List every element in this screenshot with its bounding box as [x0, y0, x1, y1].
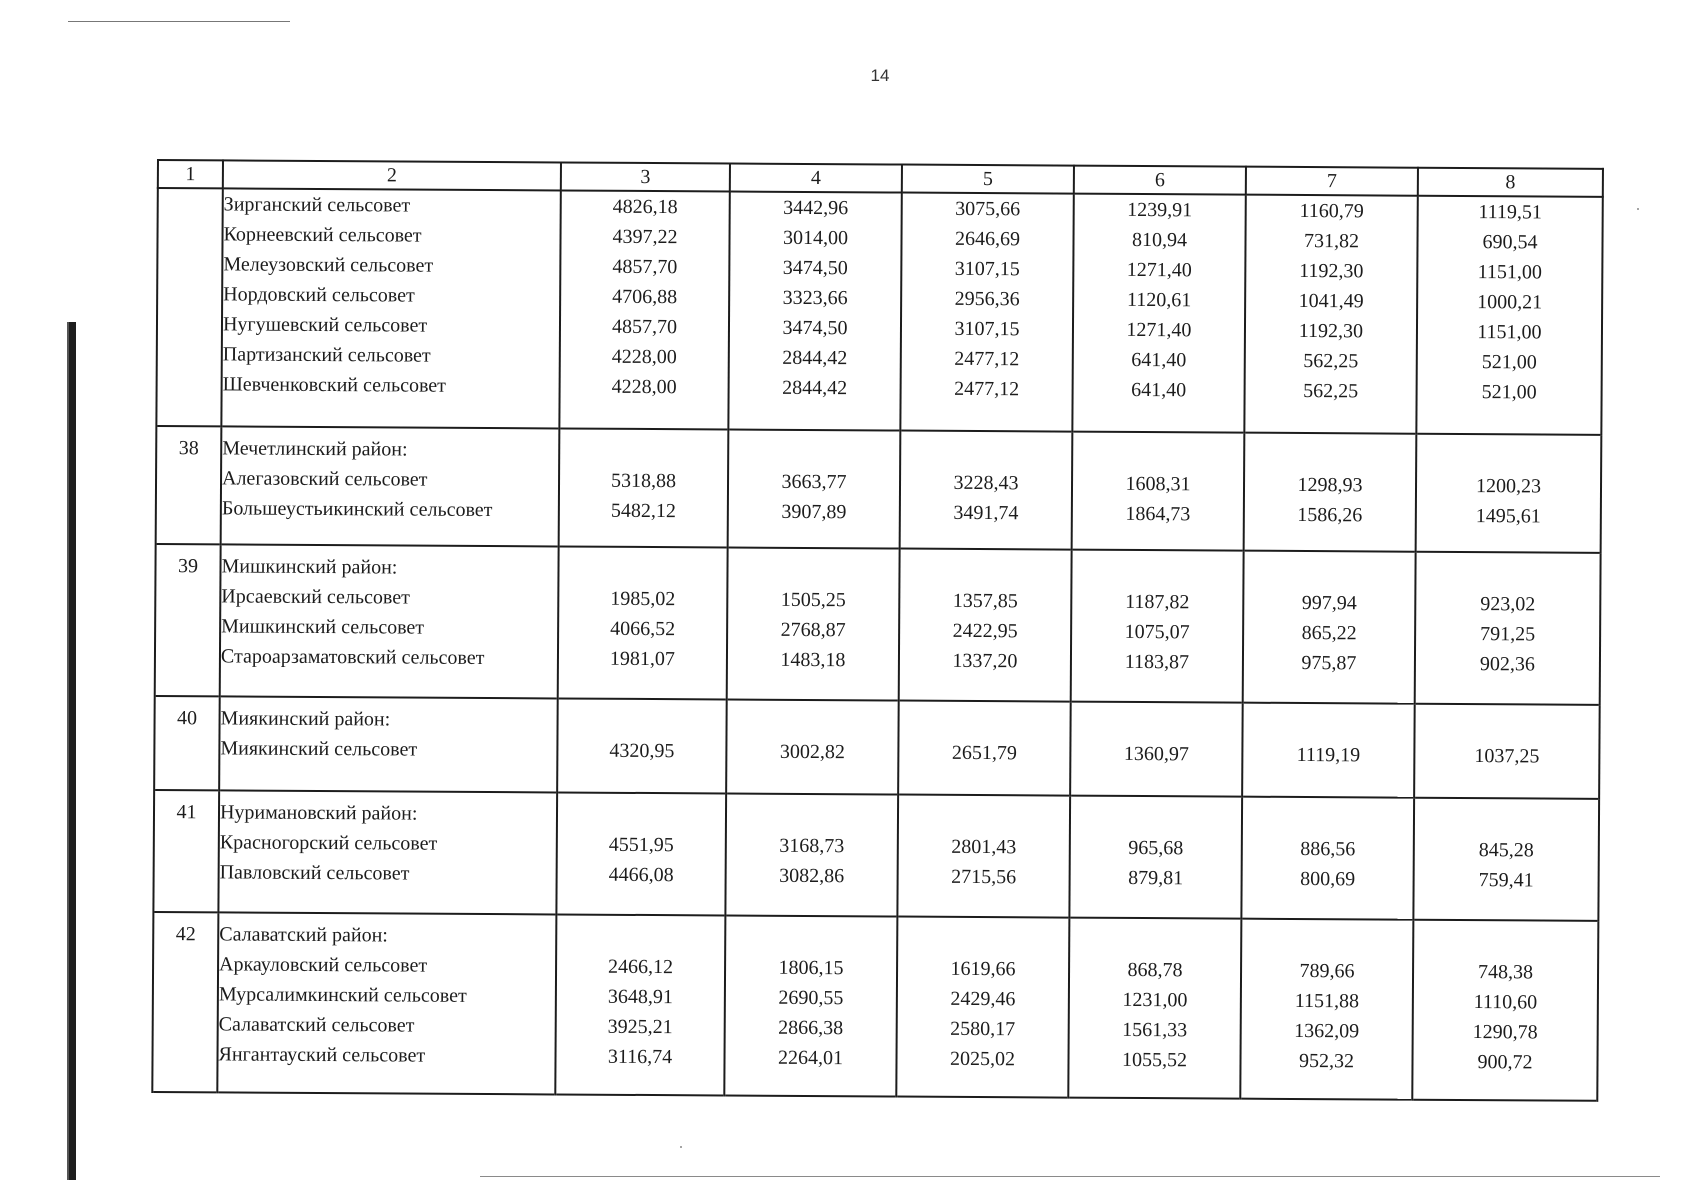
value: 810,94: [1131, 228, 1188, 252]
blank-line: [1244, 558, 1414, 589]
value: 2422,95: [952, 619, 1018, 643]
value-cell-col-3: [555, 914, 725, 1095]
district-number: 39: [177, 555, 199, 578]
data-table: [151, 159, 1604, 1102]
sovet-name: Партизанский сельсовет: [222, 343, 431, 367]
district-number: 38: [178, 437, 199, 460]
table-row: [155, 544, 1601, 705]
column-header: 8: [1418, 168, 1603, 197]
value: 865,22: [1301, 622, 1357, 645]
value: 1483,18: [780, 648, 846, 672]
value-cell-col-8: [1413, 798, 1599, 921]
value-cell-col-8: [1416, 434, 1602, 553]
value: 4706,88: [612, 285, 678, 309]
value-cell-col-6: [1072, 432, 1245, 551]
value-cell-col-3: [558, 546, 728, 699]
blank-line: [899, 802, 1069, 833]
value: 1495,61: [1475, 505, 1541, 528]
value: 1357,85: [952, 589, 1018, 613]
district-number-cell: [156, 426, 222, 544]
value: 3002,82: [779, 740, 845, 764]
district-title: Мечетлинский район:: [222, 437, 408, 461]
value: 1037,25: [1474, 745, 1540, 768]
value: 952,32: [1298, 1049, 1355, 1073]
sovet-name: Зирганский сельсовет: [223, 193, 411, 217]
value: 2866,38: [778, 1016, 844, 1040]
value: 690,54: [1482, 231, 1538, 254]
value: 1271,40: [1126, 258, 1192, 282]
value: 4228,00: [611, 345, 677, 369]
scan-speck: [680, 1146, 682, 1148]
value: 1192,30: [1298, 319, 1364, 343]
value: 521,00: [1481, 351, 1537, 374]
value: 1271,40: [1126, 318, 1192, 342]
value-cell-col-3: [559, 428, 729, 547]
value: 2477,12: [954, 377, 1020, 401]
value: 4857,70: [611, 315, 678, 339]
value: 3491,74: [953, 501, 1019, 525]
blank-line: [1415, 711, 1598, 742]
table-group: [154, 696, 1600, 799]
value: 4066,52: [610, 617, 676, 641]
value: 2466,12: [608, 955, 674, 979]
value: 1041,49: [1298, 289, 1364, 313]
value: 1000,21: [1477, 291, 1543, 314]
table-row: [156, 188, 1602, 435]
sovet-name: Мишкинский сельсовет: [221, 615, 425, 639]
district-number-cell: [156, 188, 222, 426]
name-cell: [220, 544, 559, 698]
column-header: 1: [158, 160, 223, 188]
value-cell-col-5: [900, 193, 1073, 432]
column-header: 7: [1246, 167, 1418, 196]
value: 2264,01: [777, 1046, 844, 1070]
value: 4857,70: [612, 255, 678, 279]
value: 2646,69: [954, 227, 1021, 251]
district-number: 41: [176, 801, 197, 824]
sovet-name: Большеустьикинский сельсовет: [221, 497, 493, 522]
top-rule: [68, 21, 290, 22]
value: 2768,87: [780, 618, 846, 642]
column-header: 6: [1074, 166, 1246, 195]
value: 3323,66: [782, 286, 848, 310]
value: 1619,66: [950, 957, 1016, 981]
blank-line: [728, 554, 898, 585]
value: 521,00: [1481, 381, 1537, 404]
value: 3474,50: [782, 316, 848, 340]
sovet-name: Нугушевский сельсовет: [222, 313, 428, 337]
district-number-cell: [154, 696, 220, 790]
value: 902,36: [1479, 653, 1536, 676]
value: 3474,50: [782, 256, 848, 280]
value: 1290,78: [1472, 1021, 1538, 1044]
blank-line: [1073, 439, 1243, 470]
value: 2429,46: [950, 987, 1016, 1011]
value: 4466,08: [608, 863, 674, 887]
value-cell-col-4: [728, 429, 901, 548]
blank-line: [1242, 926, 1412, 957]
value: 1151,88: [1294, 989, 1360, 1013]
value: 3168,73: [779, 834, 845, 858]
blank-line: [1071, 709, 1241, 740]
table-group: [156, 426, 1602, 553]
sovet-name: Нордовский сельсовет: [223, 283, 415, 307]
table-row: [154, 696, 1600, 799]
blank-line: [727, 706, 897, 737]
value: 1160,79: [1299, 199, 1364, 223]
value: 845,28: [1478, 839, 1534, 862]
value: 3663,77: [781, 470, 847, 494]
value: 1608,31: [1125, 472, 1191, 496]
value: 759,41: [1478, 869, 1534, 892]
value-cell-col-7: [1241, 797, 1414, 920]
blank-line: [898, 924, 1068, 955]
value: 562,25: [1303, 350, 1359, 373]
value-cell-col-6: [1070, 702, 1243, 797]
blank-line: [1072, 557, 1242, 588]
value: 975,87: [1301, 652, 1357, 675]
value: 1119,51: [1478, 201, 1543, 224]
district-title: Салаватский район:: [219, 923, 388, 947]
value: 1187,82: [1125, 590, 1190, 614]
value: 3107,15: [954, 257, 1020, 281]
blank-line: [558, 705, 725, 736]
value-cell-col-8: [1415, 552, 1601, 705]
value: 1337,20: [952, 649, 1018, 673]
value: 2715,56: [951, 865, 1017, 889]
name-cell: [221, 426, 560, 546]
value: 1298,93: [1297, 473, 1363, 497]
blank-line: [1417, 441, 1600, 472]
value: 1110,60: [1473, 991, 1538, 1014]
value: 1200,23: [1475, 475, 1542, 498]
value-cell-col-7: [1243, 551, 1416, 704]
value: 4228,00: [611, 375, 677, 399]
value: 641,40: [1131, 378, 1187, 402]
value: 868,78: [1127, 958, 1183, 982]
value: 2580,17: [950, 1017, 1016, 1041]
value: 1055,52: [1121, 1048, 1188, 1072]
sovet-name: Ирсаевский сельсовет: [221, 585, 410, 609]
binding-edge-inner: [67, 322, 69, 1180]
sovet-name: Мурсалимкинский сельсовет: [218, 983, 467, 1007]
value-cell-col-4: [728, 191, 901, 430]
value: 2477,12: [954, 347, 1020, 371]
table-row: [153, 790, 1599, 921]
blank-line: [1071, 803, 1241, 834]
sovet-name: Аркауловский сельсовет: [219, 953, 428, 977]
value-cell-col-3: [556, 792, 726, 915]
blank-line: [1415, 805, 1598, 836]
blank-line: [727, 800, 897, 831]
value: 3228,43: [953, 471, 1019, 495]
value: 1183,87: [1124, 650, 1190, 674]
value: 789,66: [1299, 959, 1355, 983]
value: 1120,61: [1126, 288, 1192, 312]
value-cell-col-6: [1069, 796, 1242, 919]
value: 1864,73: [1125, 502, 1191, 526]
sovet-name: Корнеевский сельсовет: [223, 223, 422, 247]
value: 1981,07: [609, 647, 676, 671]
value-cell-col-6: [1072, 194, 1245, 433]
value-cell-col-5: [897, 795, 1070, 918]
value: 1561,33: [1122, 1018, 1188, 1042]
blank-line: [1414, 927, 1597, 958]
value: 3648,91: [607, 985, 673, 1009]
value: 1362,09: [1294, 1019, 1360, 1043]
value-cell-col-4: [725, 793, 898, 916]
table-group: [152, 912, 1598, 1101]
value-cell-col-7: [1244, 195, 1417, 434]
value-cell-col-6: [1068, 918, 1241, 1099]
sovet-name: Миякинский сельсовет: [220, 737, 418, 761]
value: 1075,07: [1124, 620, 1190, 644]
value: 900,72: [1477, 1051, 1533, 1074]
value: 3116,74: [607, 1045, 673, 1069]
value: 4551,95: [608, 833, 674, 857]
blank-line: [729, 437, 899, 468]
value-cell-col-8: [1416, 196, 1602, 435]
value: 5318,88: [610, 469, 677, 493]
blank-line: [900, 556, 1070, 587]
value-cell-col-4: [726, 699, 899, 794]
value: 4397,22: [612, 225, 678, 249]
sovet-name: Павловский сельсовет: [219, 861, 410, 885]
blank-line: [559, 553, 726, 584]
blank-line: [901, 438, 1071, 469]
value: 800,69: [1300, 867, 1356, 891]
value: 1192,30: [1299, 259, 1364, 283]
value: 2690,55: [778, 986, 844, 1010]
value: 3107,15: [954, 317, 1020, 341]
column-header: 5: [902, 165, 1074, 194]
district-number-cell: [152, 912, 218, 1092]
sovet-name: Алегазовский сельсовет: [221, 467, 428, 491]
page-number: 14: [870, 66, 890, 85]
table-row: [156, 426, 1602, 553]
value: 997,94: [1301, 592, 1357, 615]
value: 3075,66: [955, 197, 1021, 221]
value-cell-col-7: [1242, 703, 1415, 798]
value-cell-col-6: [1071, 550, 1244, 703]
value: 791,25: [1480, 623, 1536, 646]
blank-line: [560, 435, 727, 466]
district-number: 42: [175, 923, 196, 946]
table-group: [153, 790, 1599, 921]
value: 1239,91: [1127, 198, 1193, 222]
column-header: 3: [561, 162, 730, 191]
value: 4320,95: [609, 739, 675, 763]
value: 1360,97: [1123, 742, 1189, 766]
value: 1505,25: [780, 588, 846, 612]
value: 1985,02: [610, 587, 676, 611]
value: 1151,00: [1477, 321, 1542, 344]
blank-line: [1243, 710, 1413, 741]
table-row: [152, 912, 1598, 1101]
blank-line: [1070, 925, 1240, 956]
blank-line: [557, 921, 724, 952]
value: 3925,21: [607, 1015, 673, 1039]
value: 3442,96: [783, 196, 849, 220]
sovet-name: Староарзаматовский сельсовет: [220, 645, 485, 670]
value-cell-col-7: [1244, 433, 1417, 552]
value-cell-col-8: [1414, 704, 1600, 799]
value: 1806,15: [778, 956, 844, 980]
value: 2844,42: [782, 346, 848, 370]
value-cell-col-5: [900, 431, 1073, 550]
value: 1231,00: [1122, 988, 1188, 1012]
value: 2956,36: [954, 287, 1020, 311]
district-title: Нуримановский район:: [219, 801, 418, 825]
column-header: 4: [730, 164, 902, 193]
name-cell: [219, 696, 558, 792]
blank-line: [726, 922, 896, 953]
value: 879,81: [1128, 866, 1184, 890]
value: 886,56: [1300, 837, 1356, 861]
value: 2025,02: [949, 1047, 1016, 1071]
district-number: 40: [177, 707, 198, 730]
table-group: [155, 544, 1601, 705]
value: 3082,86: [779, 864, 845, 888]
value: 2801,43: [951, 835, 1017, 859]
value-cell-col-4: [724, 915, 897, 1096]
value: 641,40: [1131, 348, 1187, 372]
scan-speck: [1637, 208, 1639, 210]
column-header: 2: [223, 160, 561, 190]
value: 1586,26: [1297, 503, 1363, 527]
name-cell: [221, 188, 560, 428]
name-cell: [218, 790, 557, 914]
blank-line: [558, 799, 725, 830]
blank-line: [1243, 804, 1413, 835]
table-group: [156, 188, 1602, 435]
value-cell-col-7: [1240, 919, 1413, 1100]
value: 1151,00: [1477, 261, 1543, 284]
blank-line: [1245, 440, 1415, 471]
value: 562,25: [1303, 380, 1359, 403]
blank-line: [899, 708, 1069, 739]
value: 2844,42: [782, 376, 848, 400]
value: 2651,79: [951, 741, 1017, 765]
sovet-name: Янгантауский сельсовет: [218, 1043, 426, 1067]
data-table-wrapper: [151, 159, 1602, 1102]
sovet-name: Шевченковский сельсовет: [222, 373, 447, 397]
value-cell-col-4: [727, 547, 900, 700]
value: 3014,00: [782, 226, 849, 250]
value-cell-col-5: [898, 701, 1071, 796]
value: 3907,89: [781, 500, 847, 524]
bottom-rule: [480, 1176, 1660, 1177]
value-cell-col-5: [899, 549, 1072, 702]
value-cell-col-3: [557, 698, 727, 793]
value: 5482,12: [610, 499, 676, 523]
sovet-name: Салаватский сельсовет: [218, 1013, 415, 1037]
value: 731,82: [1303, 230, 1360, 253]
sovet-name: Мелеузовский сельсовет: [223, 253, 434, 277]
value: 4826,18: [612, 195, 678, 219]
value-cell-col-8: [1412, 920, 1598, 1101]
value: 965,68: [1128, 836, 1184, 860]
name-cell: [217, 912, 556, 1094]
district-number-cell: [155, 544, 221, 696]
value: 923,02: [1480, 593, 1536, 616]
value: 1119,19: [1296, 743, 1361, 767]
value-cell-col-5: [896, 917, 1069, 1098]
district-title: Мишкинский район:: [221, 555, 398, 579]
value: 748,38: [1477, 961, 1534, 984]
blank-line: [1416, 559, 1599, 590]
value-cell-col-3: [559, 190, 729, 429]
district-number-cell: [153, 790, 219, 912]
sovet-name: Красногорский сельсовет: [219, 831, 438, 855]
district-title: Миякинский район:: [220, 707, 391, 731]
